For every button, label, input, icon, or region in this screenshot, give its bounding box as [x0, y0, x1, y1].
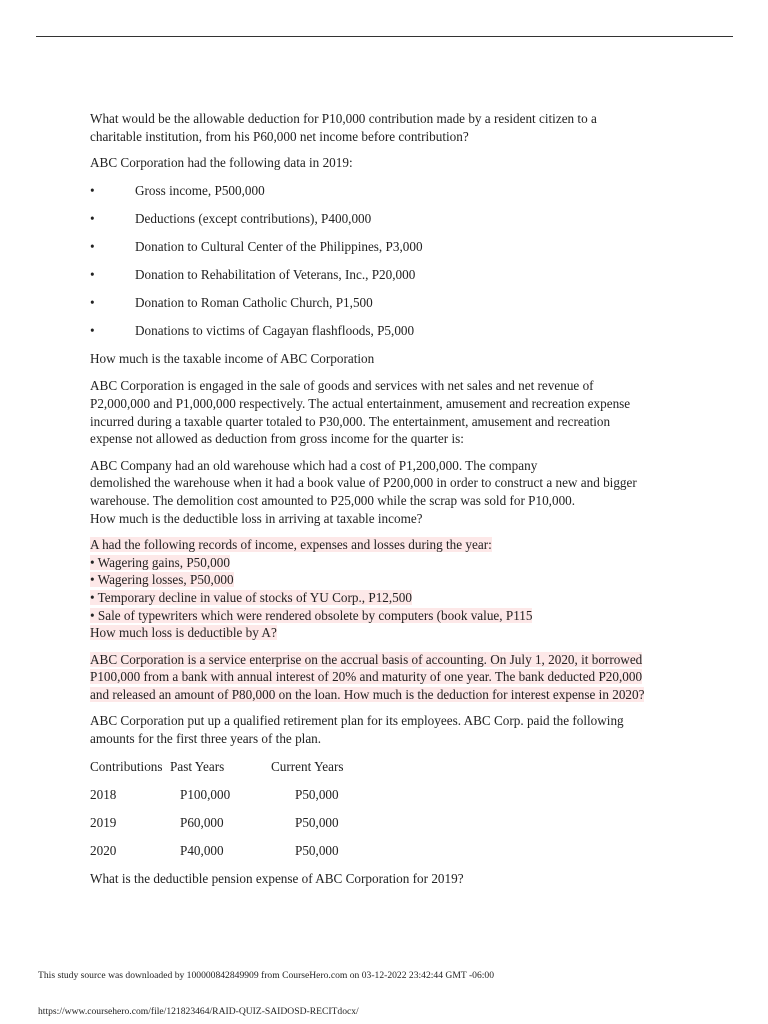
- highlighted-text-line: [90, 589, 680, 607]
- text-highlight: • Sale of typewriters which were rendered obsolete by computers (book value, P115: [90, 607, 533, 623]
- table-cell: P40,000: [180, 842, 224, 858]
- question-pension-expense: [90, 712, 680, 887]
- table-row: [90, 814, 680, 842]
- list-item: [90, 266, 680, 294]
- text-line: ABC Company had an old warehouse which had a cost of P1,200,000. The company: [90, 457, 538, 473]
- text-highlight: ABC Corporation is a service enterprise on the accrual basis of accounting. On July 1, 2020, it borrowed: [90, 651, 643, 667]
- text-line: P2,000,000 and P1,000,000 respectively. The actual entertainment, amusement and recreation expense: [90, 395, 631, 411]
- table-cell: P50,000: [295, 786, 339, 802]
- list-item: [90, 322, 680, 350]
- bullet-glyph: •: [90, 322, 95, 338]
- highlighted-text-line: [90, 651, 680, 669]
- text-line: How much is the deductible loss in arriving at taxable income?: [90, 510, 423, 526]
- text-highlight: and released an amount of P80,000 on the loan. How much is the deduction for interest expense in 2020?: [90, 686, 645, 702]
- text-highlight: P100,000 from a bank with annual interest of 20% and maturity of one year. The bank deducted P20,000: [90, 669, 643, 685]
- text-line: demolished the warehouse when it had a book value of P200,000 in order to construct a new and bigger: [90, 475, 637, 491]
- table-row: [90, 842, 680, 870]
- table-cell: P100,000: [180, 786, 231, 802]
- text-highlight: • Temporary decline in value of stocks of YU Corp., P12,500: [90, 589, 412, 605]
- list-item-text: Donation to Roman Catholic Church, P1,500: [135, 294, 373, 310]
- bullet-glyph: •: [90, 294, 95, 310]
- highlighted-text-line: [90, 624, 680, 642]
- table-cell: P60,000: [180, 814, 224, 830]
- table-row: [90, 786, 680, 814]
- question-allowable-deduction: [90, 110, 680, 145]
- text-line: What would be the allowable deduction for P10,000 contribution made by a resident citizen to a: [90, 111, 597, 126]
- source-url-link[interactable]: https://www.coursehero.com/file/121823464/RAID-QUIZ-SAIDOSD-RECITdocx/: [38, 1006, 359, 1017]
- text-highlight: How much loss is deductible by A?: [90, 625, 277, 641]
- bullet-glyph: •: [90, 238, 95, 254]
- text-line: incurred during a taxable quarter totaled to P30,000. The entertainment, amusement and recreation: [90, 413, 611, 429]
- highlighted-text-line: [90, 607, 680, 625]
- highlighted-text-line: [90, 668, 680, 686]
- question-losses-highlighted: [90, 536, 680, 642]
- question-entertainment-expense: [90, 377, 680, 447]
- document-body: [90, 110, 680, 887]
- text-line: warehouse. The demolition cost amounted to P25,000 while the scrap was sold for P10,000.: [90, 492, 576, 508]
- table-header-cell: Past Years: [170, 758, 225, 774]
- text-line: amounts for the first three years of the plan.: [90, 731, 322, 747]
- list-item-text: Donation to Cultural Center of the Philippines, P3,000: [135, 238, 423, 254]
- list-item-text: Donation to Rehabilitation of Veterans, Inc., P20,000: [135, 266, 416, 282]
- list-item: [90, 210, 680, 238]
- text-line: ABC Corporation is engaged in the sale of goods and services with net sales and net revenue of: [90, 378, 594, 394]
- text-highlight: • Wagering losses, P50,000: [90, 572, 234, 588]
- download-notice: This study source was downloaded by 100000842849909 from CourseHero.com on 03-12-2022 23:42:44 GMT -06:00: [38, 970, 495, 981]
- table-cell: 2019: [90, 814, 117, 830]
- question-intro: ABC Corporation had the following data in 2019:: [90, 155, 353, 171]
- highlighted-text-line: [90, 686, 680, 704]
- bullet-glyph: •: [90, 266, 95, 282]
- table-header-cell: Current Years: [271, 758, 344, 774]
- table-cell: 2018: [90, 786, 117, 802]
- top-divider: [36, 36, 733, 37]
- question-text: What is the deductible pension expense of ABC Corporation for 2019?: [90, 870, 464, 886]
- bullet-glyph: •: [90, 182, 95, 198]
- highlighted-text-line: [90, 554, 680, 572]
- table-header-cell: Contributions: [90, 758, 163, 774]
- table-cell: P50,000: [295, 842, 339, 858]
- list-item: [90, 238, 680, 266]
- table-header-row: [90, 758, 680, 786]
- text-highlight: A had the following records of income, expenses and losses during the year:: [90, 537, 492, 553]
- list-item: [90, 294, 680, 322]
- table-cell: 2020: [90, 842, 117, 858]
- list-item-text: Donations to victims of Cagayan flashfloods, P5,000: [135, 322, 415, 338]
- bullet-glyph: •: [90, 210, 95, 226]
- table-cell: P50,000: [295, 814, 339, 830]
- question-text: How much is the taxable income of ABC Corporation: [90, 350, 375, 366]
- highlighted-text-line: [90, 571, 680, 589]
- question-deductible-loss: [90, 457, 680, 527]
- text-line: ABC Corporation put up a qualified retirement plan for its employees. ABC Corp. paid the following: [90, 713, 624, 729]
- text-highlight: • Wagering gains, P50,000: [90, 554, 230, 570]
- text-line: expense not allowed as deduction from gross income for the quarter is:: [90, 431, 464, 447]
- question-taxable-income: [90, 154, 680, 367]
- question-interest-expense-highlighted: [90, 651, 680, 704]
- list-item-text: Gross income, P500,000: [135, 182, 265, 198]
- list-item-text: Deductions (except contributions), P400,000: [135, 210, 372, 226]
- text-line: charitable institution, from his P60,000 net income before contribution?: [90, 128, 469, 144]
- highlighted-text-line: [90, 536, 680, 554]
- list-item: [90, 182, 680, 210]
